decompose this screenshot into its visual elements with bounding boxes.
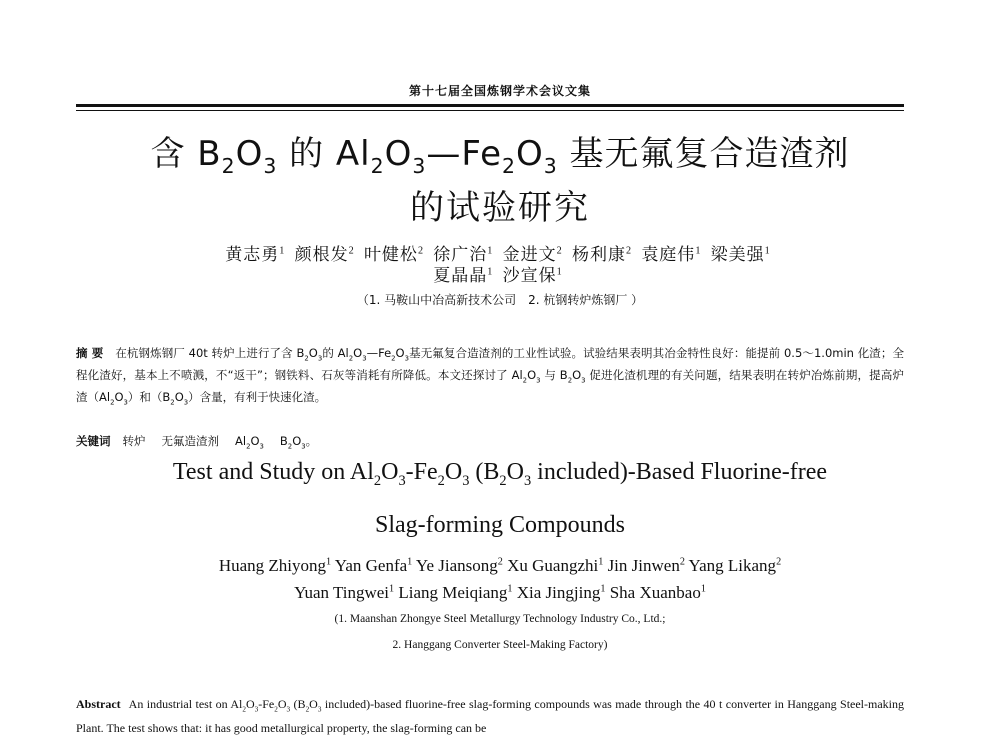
cn-keywords-label: 关键词	[76, 434, 111, 448]
en-author: Jin Jinwen$^2$	[607, 556, 685, 575]
en-title-line2: Slag-forming Compounds	[375, 512, 625, 538]
cn-author: 袁庭伟$^1$	[641, 245, 702, 264]
journal-header: 第十七届全国炼钢学术会议文集	[408, 84, 591, 98]
en-abstract: Abstract An industrial test on $Al_2O_3-Fe_2O_3$ ($B_2O_3$ included)-based fluorine-free slag-forming compounds was made through the 40 t converter in Hanggang Steel-making Plant. The test shows that: it has good metallurgical property, the slag-forming can be	[76, 697, 905, 735]
keyword: 转炉	[122, 434, 146, 448]
cn-author: 金进文$^2$	[502, 245, 563, 264]
en-author: Sha Xuanbao$^1$	[609, 583, 706, 602]
cn-author: 颜根发$^2$	[294, 245, 355, 264]
keyword: 无氟造渣剂	[161, 434, 219, 448]
cn-abstract-label: 摘 要	[76, 346, 104, 360]
keyword: $B_2O_3$。	[279, 434, 318, 451]
header-rule-thick	[76, 104, 904, 107]
en-author: Xu Guangzhi$^1$	[507, 556, 604, 575]
cn-author: 叶健松$^2$	[363, 245, 425, 264]
en-authors-line1	[0, 556, 1000, 576]
en-affiliation-line1: (1. Maanshan Zhongye Steel Metallurgy Technology Industry Co., Ltd.;	[334, 613, 666, 625]
cn-title-line1: 含 $B_2O_3$ 的 $Al_2O_3—Fe_2O_3$ 基无氟复合造渣剂	[150, 134, 850, 178]
en-author: Xia Jingjing$^1$	[516, 583, 606, 602]
cn-author: 沙宣保$^1$	[502, 266, 563, 285]
en-author: Liang Meiqiang$^1$	[398, 583, 513, 602]
en-author: Yuan Tingwei$^1$	[294, 583, 395, 602]
cn-author: 徐广治$^1$	[433, 245, 494, 264]
en-author: Yan Genfa$^1$	[334, 556, 413, 575]
cn-author: 梁美强$^1$	[710, 245, 771, 264]
cn-author: 黄志勇$^1$	[225, 245, 286, 264]
cn-affiliation: （1. 马鞍山中冶高新技术公司 2. 杭钢转炉炼钢厂 ）	[356, 293, 644, 307]
en-author: Huang Zhiyong$^1$	[218, 556, 332, 575]
header-rule-thin	[76, 110, 904, 111]
en-abstract-label: Abstract	[76, 697, 121, 711]
cn-title-line2: 的试验研究	[410, 188, 590, 228]
cn-authors-line2	[0, 261, 1000, 286]
keyword: $Al_2O_3$	[235, 434, 264, 451]
en-author: Ye Jiansong$^2$	[415, 556, 503, 575]
cn-keywords	[76, 430, 904, 452]
en-affiliation-line2: 2. Hanggang Converter Steel-Making Factory)	[392, 639, 608, 651]
cn-abstract: 摘 要 在杭钢炼钢厂 40t 转炉上进行了含 $B_2O_3$的 $Al_2O_3—Fe_2O_3$基无氟复合造渣剂的工业性试验。试验结果表明其冶金特性良好：能提前 0.5～1.0min 化渣；全程化渣好，基本上不喷溅，不“返干”；钢铁料、石灰等消耗有所降低。本文还探讨了 $Al_2O_3$ 与 $B_2O_3$ 促进化渣机理的有关问题，结果表明在转炉冶炼前期，提高炉渣$(Al_2O_3)$和$(B_2O_3)$含量，有利于快速化渣。	[76, 346, 905, 407]
en-title-line1: Test and Study on $Al_2O_3-Fe_2O_3$ ($B_2O_3$ included)-Based Fluorine-free	[172, 459, 828, 489]
en-author: Yang Likang$^2$	[688, 556, 782, 575]
cn-author: 杨利康$^2$	[571, 245, 633, 264]
en-authors-line2	[0, 583, 1000, 603]
cn-author: 夏晶晶$^1$	[433, 266, 494, 285]
